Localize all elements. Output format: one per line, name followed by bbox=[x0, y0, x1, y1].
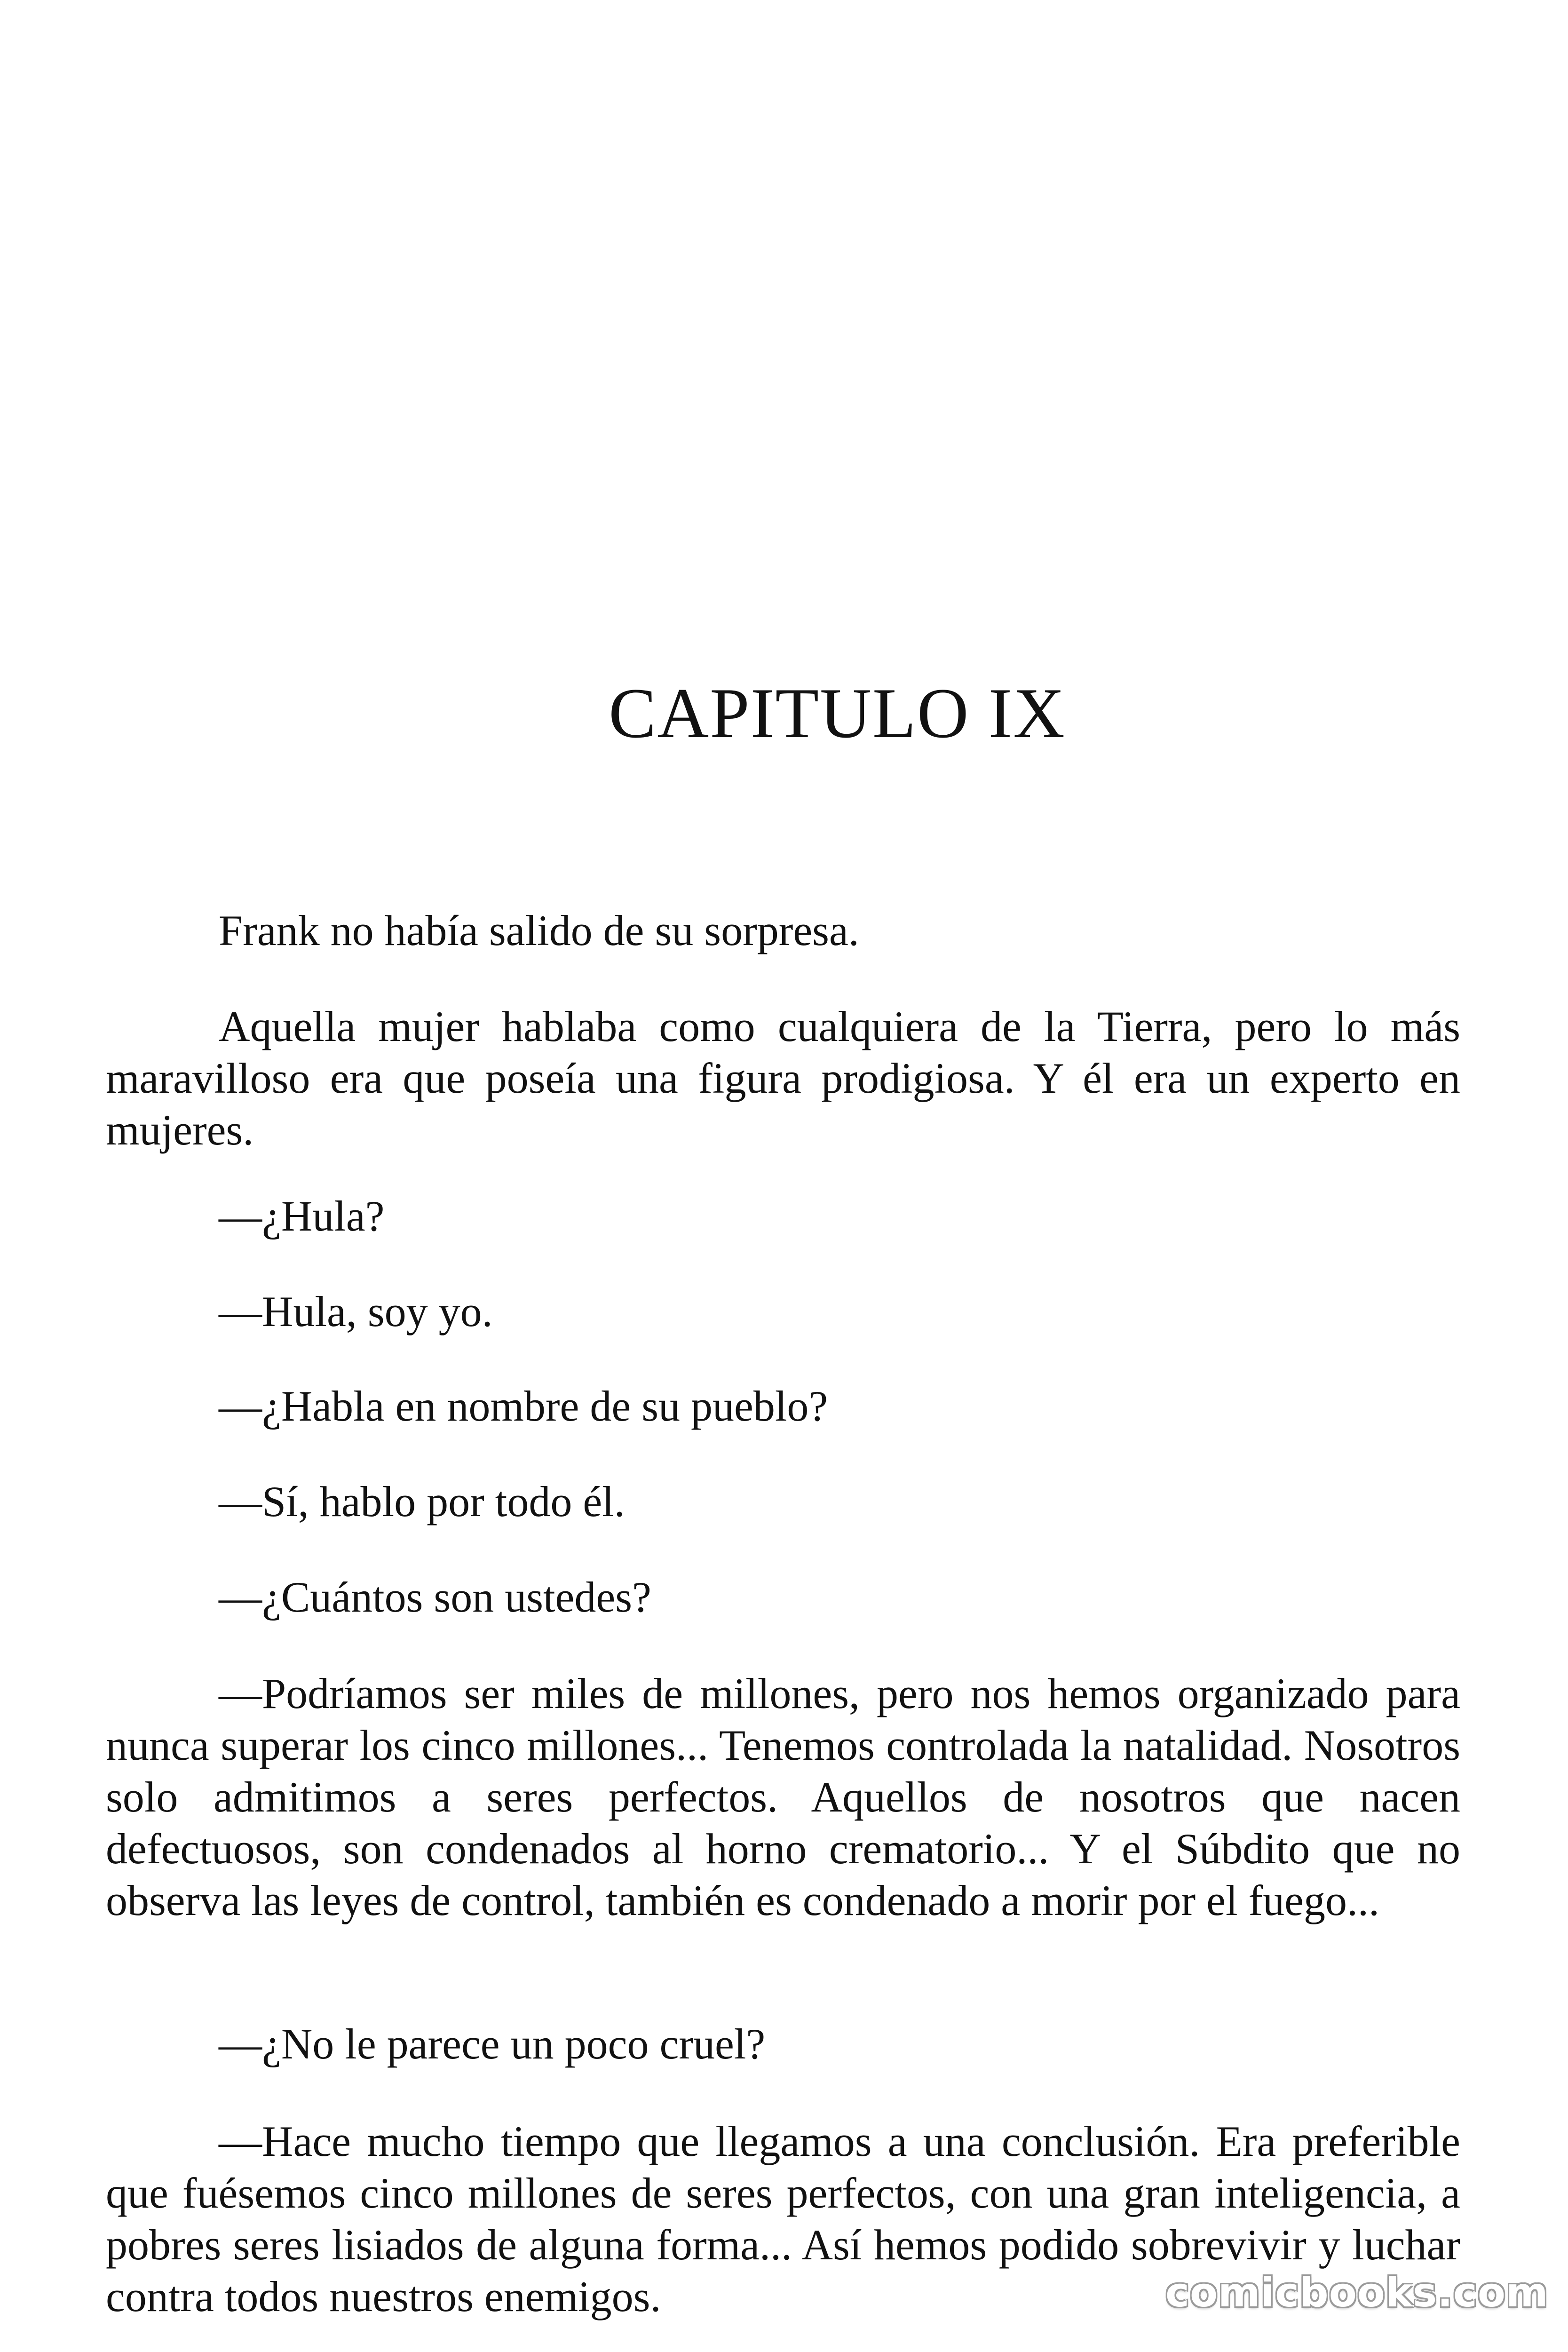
paragraph: —¿Hula? bbox=[219, 1192, 385, 1240]
paragraph: —Hace mucho tiempo que llegamos a una conclusión. Era preferible que fuésemos cinco millones de seres perfectos, con una gran inteligencia, a pobres seres lisiados de alguna forma... Así hemos podido sobrevivir y luchar contra todos nuestros enemigos. bbox=[106, 2117, 1460, 2320]
paragraph: —Podríamos ser miles de millones, pero nos hemos organizado para nunca superar los cinco millones... Tenemos controlada la natalidad. Nosotros solo admitimos a seres perfectos. Aquellos de nosotros que nacen defectuosos, son condenados al horno crematorio... Y el Súbdito que no observa las leyes de control, también es condenado a morir por el fuego... bbox=[106, 1669, 1460, 1924]
paragraph: —¿Habla en nombre de su pueblo? bbox=[219, 1382, 828, 1430]
paragraph: —¿Cuántos son ustedes? bbox=[219, 1573, 651, 1621]
watermark-logo: comicbooks.com bbox=[1165, 2269, 1549, 2316]
chapter-title: CAPITULO IX bbox=[609, 674, 1066, 753]
paragraph: —Hula, soy yo. bbox=[219, 1287, 493, 1335]
paragraph: —¿No le parece un poco cruel? bbox=[219, 2020, 766, 2068]
paragraph: —Sí, hablo por todo él. bbox=[219, 1478, 625, 1526]
paragraph: Frank no había salido de su sorpresa. bbox=[219, 906, 859, 954]
paragraph: Aquella mujer hablaba como cualquiera de la Tierra, pero lo más maravilloso era que poseía una figura prodigiosa. Y él era un experto en mujeres. bbox=[106, 1002, 1460, 1154]
